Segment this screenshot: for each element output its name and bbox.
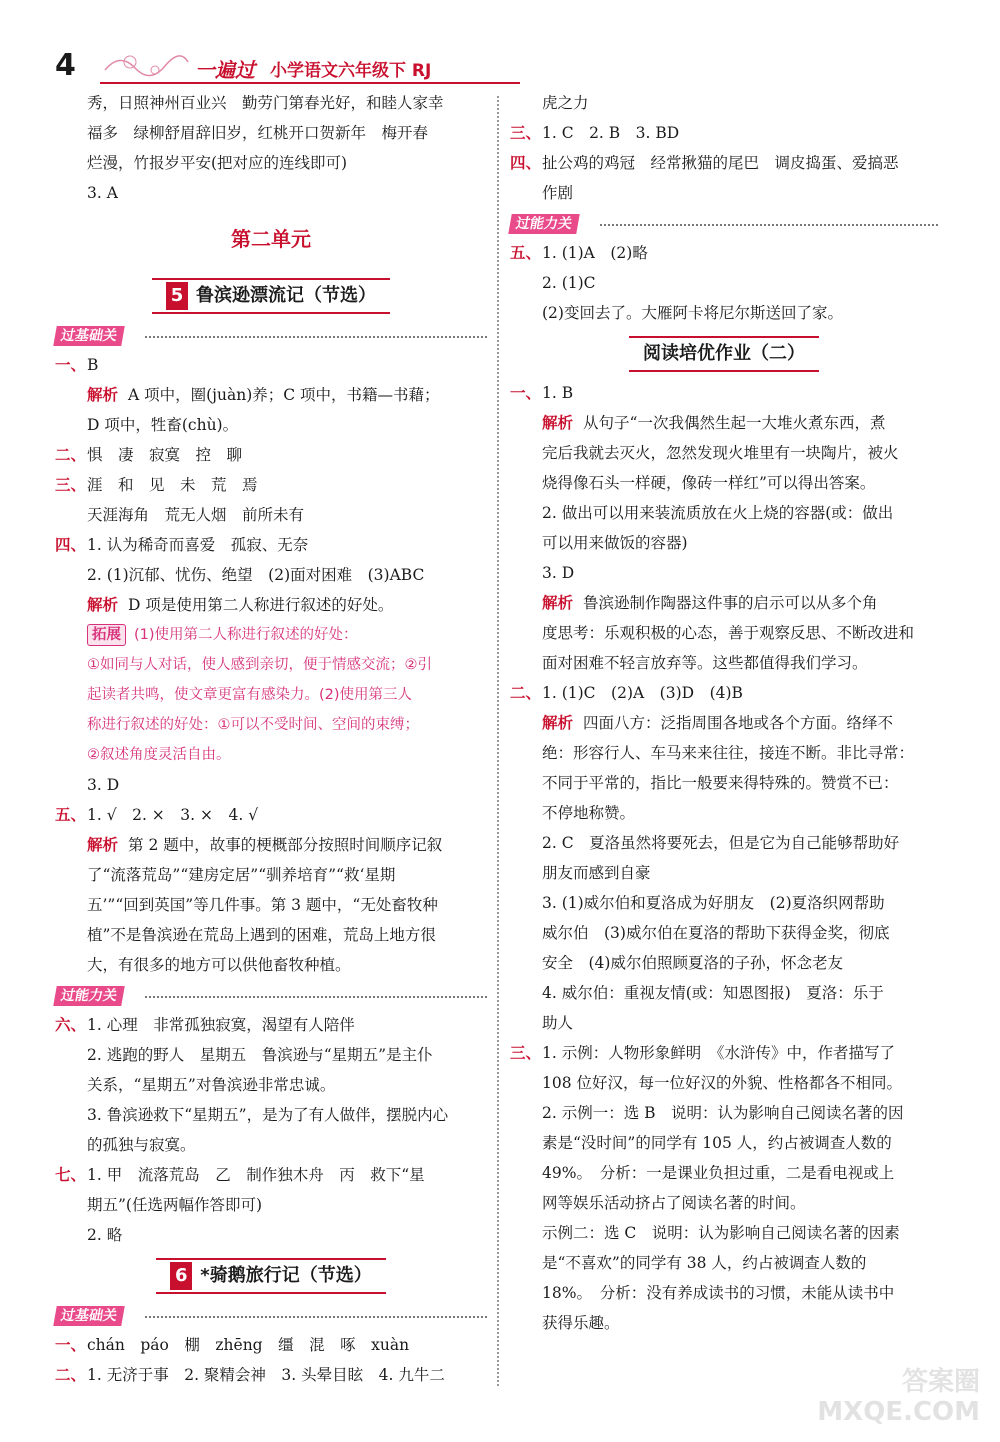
answer-text: 1. (1)A (2)略 (542, 244, 648, 262)
page-header (55, 48, 495, 88)
text-line: 3. 鲁滨逊救下“星期五”，是为了有人做伴，摆脱内心 (87, 1106, 449, 1124)
question-marker: 二、 (55, 1366, 87, 1384)
lesson-number: 5 (166, 282, 188, 310)
question-marker: 二、 (510, 684, 542, 702)
text-line: 安全 (4)威尔伯照顾夏洛的子孙，怀念老友 (542, 954, 843, 972)
text-line: 福多 绿柳舒眉辞旧岁，红桃开口贺新年 梅开春 (87, 124, 429, 142)
watermark-line: MXQE.COM (817, 1397, 980, 1427)
answer-text: chán páo 棚 zhēng 缰 混 啄 xuàn (87, 1336, 410, 1354)
text-line: 3. D (87, 776, 120, 794)
extension-text: (1)使用第二人称进行叙述的好处： (134, 627, 358, 643)
text-line: 朋友而感到自豪 (542, 864, 651, 882)
analysis-label: 解析 (87, 596, 119, 614)
text-line: 秀，日照神州百业兴 勤劳门第春光好，和睦人家幸 (87, 94, 444, 112)
question-marker: 七、 (55, 1166, 87, 1184)
lesson-heading (55, 270, 487, 320)
extension-line: ②叙述角度灵活自由。 (87, 747, 231, 763)
question-line (510, 148, 938, 178)
question-line (510, 238, 938, 268)
question-line (55, 800, 487, 830)
answer-text: 1. B (542, 384, 574, 402)
analysis-label: 解析 (87, 386, 119, 404)
analysis-label: 解析 (87, 836, 119, 854)
analysis-line (55, 380, 487, 410)
text-line: 108 位好汉，每一位好汉的外貌、性格都各不相同。 (542, 1074, 903, 1092)
text-line: 3. D (542, 564, 575, 582)
answer-text: 1. 无济于事 2. 聚精会神 3. 头晕目眩 4. 九牛二 (87, 1366, 445, 1384)
section-tag (55, 980, 487, 1010)
page-number: 4 (55, 48, 76, 83)
text-line: 的孤独与寂寞。 (87, 1136, 196, 1154)
analysis-line (510, 588, 938, 618)
analysis-text: D 项是使用第二人称进行叙述的好处。 (128, 596, 394, 614)
analysis-line (510, 408, 938, 438)
text-line: D 项中，牲畜(chù)。 (87, 416, 239, 434)
section-dotted-rule (145, 996, 487, 998)
text-line: 49%。 分析：一是课业负担过重，二是看电视或上 (542, 1164, 895, 1182)
extension-label: 拓展 (87, 624, 126, 646)
section-tag (55, 320, 487, 350)
text-line: 网等娱乐活动挤占了阅读名著的时间。 (542, 1194, 806, 1212)
section-dotted-rule (600, 224, 938, 226)
text-line: 4. 威尔伯：重视友情(或：知恩图报) 夏洛：乐于 (542, 984, 884, 1002)
text-line: 烂漫，竹报岁平安(把对应的连线即可) (87, 154, 348, 172)
text-line: 面对困难不轻言放弃等。这些都值得我们学习。 (542, 654, 868, 672)
section-label: 过能力关 (53, 986, 125, 1006)
text-line: 2. (1)C (542, 274, 596, 292)
question-marker: 四、 (510, 154, 542, 172)
text-line: 素是“没时间”的同学有 105 人，约占被调查人数的 (542, 1134, 892, 1152)
question-marker: 一、 (55, 1336, 87, 1354)
answer-text: 1. 认为稀奇而喜爱 孤寂、无奈 (87, 536, 309, 554)
text-line: (2)变回去了。大雁阿卡将尼尔斯送回了家。 (542, 304, 843, 322)
text-line: 完后我就去灭火，忽然发现火堆里有一块陶片，被火 (542, 444, 899, 462)
text-line: 3. (1)威尔伯和夏洛成为好朋友 (2)夏洛织网帮助 (542, 894, 885, 912)
text-line: 2. 做出可以用来装流质放在火上烧的容器(或：做出 (542, 504, 894, 522)
text-line: 是“不喜欢”的同学有 38 人，约占被调查人数的 (542, 1254, 867, 1272)
analysis-label: 解析 (542, 594, 574, 612)
answer-text: 1. C 2. B 3. BD (542, 124, 680, 142)
text-line: 示例二：选 C 说明：认为影响自己阅读名著的因素 (542, 1224, 900, 1242)
answer-text: 涯 和 见 未 荒 焉 (87, 476, 258, 494)
text-line: 可以用来做饭的容器) (542, 534, 688, 552)
analysis-text: 从句子“一次我偶然生起一大堆火煮东西，煮 (583, 414, 886, 432)
text-line: 植”不是鲁滨逊在荒岛上遇到的困难，荒岛上地方很 (87, 926, 436, 944)
section-tag (55, 1300, 487, 1330)
text-line: 获得乐趣。 (542, 1314, 620, 1332)
lesson-number: 6 (170, 1262, 192, 1290)
text-line: 天涯海角 荒无人烟 前所未有 (87, 506, 305, 524)
section-tag (510, 208, 938, 238)
text-line: 2. 逃跑的野人 星期五 鲁滨逊与“星期五”是主仆 (87, 1046, 433, 1064)
lesson-title-box (152, 278, 390, 314)
section-label: 过能力关 (508, 214, 580, 234)
question-line (510, 118, 938, 148)
analysis-text: 四面八方：泛指周围各地或各个方面。络绎不 (583, 714, 894, 732)
question-marker: 一、 (510, 384, 542, 402)
column-divider (497, 96, 499, 1386)
analysis-line (55, 590, 487, 620)
lesson-title-box (156, 1258, 385, 1294)
text-line: 2. 略 (87, 1226, 123, 1244)
extension-line: 起读者共鸣，使文章更富有感染力。(2)使用第三人 (87, 687, 413, 703)
question-line (510, 1038, 938, 1068)
lesson-title: *骑鹅旅行记（节选） (200, 1265, 372, 1286)
watermark-line: 答案圈 (901, 1367, 980, 1397)
question-line (55, 1160, 487, 1190)
question-marker: 三、 (510, 124, 542, 142)
question-line (55, 470, 487, 500)
text-line: 不停地称赞。 (542, 804, 636, 822)
question-marker: 三、 (55, 476, 87, 494)
analysis-line (510, 708, 938, 738)
section-dotted-rule (145, 1316, 487, 1318)
question-line (55, 440, 487, 470)
question-marker: 五、 (510, 244, 542, 262)
text-line: 度思考：乐观积极的心态，善于观察反思、不断改进和 (542, 624, 915, 642)
answer-text: 1. 甲 流落荒岛 乙 制作独木舟 丙 救下“星 (87, 1166, 425, 1184)
text-line: 五’”“回到英国”等几件事。第 3 题中，“无处畜牧种 (87, 896, 438, 914)
answer-text: 1. √ 2. × 3. × 4. √ (87, 806, 259, 824)
analysis-label: 解析 (542, 714, 574, 732)
text-line: 不同于平常的，指比一般要来得特殊的。赞赏不已： (542, 774, 899, 792)
extension-line (55, 620, 487, 650)
text-line: 助人 (542, 1014, 574, 1032)
question-marker: 三、 (510, 1044, 542, 1062)
analysis-label: 解析 (542, 414, 574, 432)
text-line: 2. (1)沉郁、忧伤、绝望 (2)面对困难 (3)ABC (87, 566, 425, 584)
text-line: 绝：形容行人、车马来来往往，接连不断。非比寻常： (542, 744, 915, 762)
lesson-heading (55, 1250, 487, 1300)
answer-text: 扯公鸡的鸡冠 经常揪猫的尾巴 调皮捣蛋、爱搞恶 (542, 154, 899, 172)
answer-text: 1. (1)C (2)A (3)D (4)B (542, 684, 743, 702)
text-line: 大，有很多的地方可以供他畜牧种植。 (87, 956, 351, 974)
question-marker: 五、 (55, 806, 87, 824)
lesson-title-box (629, 336, 819, 372)
unit-heading: 第二单元 (231, 227, 311, 251)
question-marker: 一、 (55, 356, 87, 374)
text-line: 18%。 分析：没有养成读书的习惯，未能从读书中 (542, 1284, 895, 1302)
question-line (510, 378, 938, 408)
watermark (817, 1367, 980, 1427)
analysis-text: 第 2 题中，故事的梗概部分按照时间顺序记叙 (128, 836, 443, 854)
section-label: 过基础关 (53, 1306, 125, 1326)
brand-logo: 一遍过 (195, 58, 255, 82)
text-line: 了“流落荒岛”“建房定居”“驯养培育”“救‘星期 (87, 866, 396, 884)
lesson-title: 阅读培优作业（二） (643, 343, 805, 364)
left-column (55, 88, 487, 1390)
answer-text: 惧 凄 寂寞 控 聊 (87, 446, 243, 464)
question-line (55, 1330, 487, 1360)
question-marker: 六、 (55, 1016, 87, 1034)
book-title: 小学语文六年级下 RJ (270, 61, 432, 81)
lesson-title: 鲁滨逊漂流记（节选） (196, 285, 376, 306)
extension-line: 称进行叙述的好处：①可以不受时间、空间的束缚； (87, 717, 419, 733)
text-line: 2. C 夏洛虽然将要死去，但是它为自己能够帮助好 (542, 834, 900, 852)
lesson-heading (510, 328, 938, 378)
analysis-line (55, 830, 487, 860)
analysis-text: 鲁滨逊制作陶器这件事的启示可以从多个角 (583, 594, 878, 612)
answer-text: 1. 心理 非常孤独寂寞，渴望有人陪伴 (87, 1016, 355, 1034)
question-line (55, 530, 487, 560)
section-dotted-rule (145, 336, 487, 338)
analysis-text: A 项中，圈(juàn)养；C 项中，书籍—书藉； (128, 386, 440, 404)
question-marker: 二、 (55, 446, 87, 464)
text-line: 威尔伯 (3)威尔伯在夏洛的帮助下获得金奖，彻底 (542, 924, 890, 942)
text-line: 3. A (87, 184, 118, 202)
question-line (55, 350, 487, 380)
text-line: 虎之力 (542, 94, 589, 112)
text-line: 作剧 (542, 184, 574, 202)
extension-line: ①如同与人对话，使人感到亲切，便于情感交流；②引 (87, 657, 432, 673)
text-line: 关系，“星期五”对鲁滨逊非常忠诚。 (87, 1076, 336, 1094)
answer-text: 1. 示例：人物形象鲜明 《水浒传》中，作者描写了 (542, 1044, 895, 1062)
question-line (510, 678, 938, 708)
question-marker: 四、 (55, 536, 87, 554)
answer-text: B (87, 356, 99, 374)
section-label: 过基础关 (53, 326, 125, 346)
question-line (55, 1010, 487, 1040)
text-line: 2. 示例一：选 B 说明：认为影响自己阅读名著的因 (542, 1104, 904, 1122)
question-line (55, 1360, 487, 1390)
text-line: 烧得像石头一样硬，像砖一样红”可以得出答案。 (542, 474, 876, 492)
right-column (510, 88, 938, 1338)
decorative-swirl-icon (100, 50, 190, 80)
text-line: 期五”(任选两幅作答即可) (87, 1196, 263, 1214)
header-rule (100, 82, 520, 84)
